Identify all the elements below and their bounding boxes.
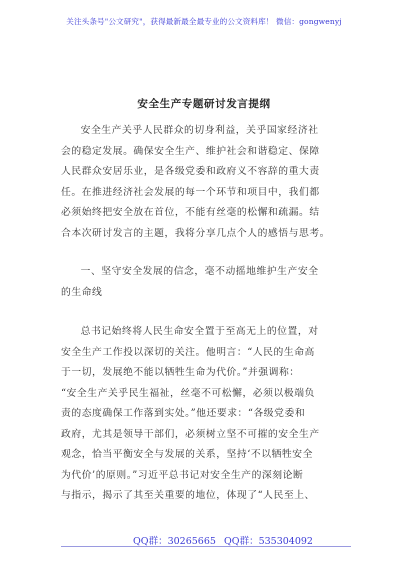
text-line: 责的态度确保工作落到实处。”他还要求：“各级党委和 [61, 408, 306, 419]
text-line: 于一切，发展绝不能以牺牲生命为代价。”并强调称： [61, 367, 300, 378]
document-title: 安全生产专题研讨发言提纲 [137, 98, 271, 110]
text-line: 合本次研讨发言的主题，我将分享几点个人的感悟与思考。 [61, 227, 331, 239]
text-line: 安全生产工作投以深切的关注。他明言：“人民的生命高 [61, 346, 315, 358]
text-line: 人民群众安居乐业，是各级党委和政府义不容辞的重大责 [61, 166, 320, 177]
text-line: 的生命线 [61, 286, 103, 298]
text-line: 政府，尤其是领导干部们，必须树立坚不可摧的安全生产 [61, 428, 320, 440]
footer-qq-group-1: QQ群：30265665 [133, 536, 216, 547]
text-line: 安全生产关乎人民群众的切身利益，关乎国家经济社 [80, 125, 319, 136]
text-line: 一、坚守安全发展的信念，毫不动摇地维护生产安全 [80, 266, 319, 277]
text-line: “安全生产关乎民生福祉，丝毫不可松懈，必须以极端负 [61, 387, 315, 399]
paragraph-intro [61, 121, 351, 244]
footer-qq-group-2: QQ群：535304092 [224, 536, 313, 547]
text-line: 总书记始终将人民生命安全置于至高无上的位置，对 [80, 326, 319, 337]
text-line: 会的稳定发展。确保安全生产、维护社会和谐稳定、保障 [61, 145, 320, 157]
header-banner: 关注头条号"公文研究"，获得最新最全最专业的公文资料库！ 微信：gongwenyj [66, 17, 342, 26]
text-line: 为代价’的原则。”习近平总书记对安全生产的深刻论断 [61, 469, 304, 481]
text-line: 与指示，揭示了其至关重要的地位，体现了“人民至上、 [61, 490, 315, 501]
section-heading [61, 262, 351, 303]
footer-divider [61, 546, 351, 547]
text-line: 任。在推进经济社会发展的每一个环节和项目中，我们都 [61, 186, 320, 198]
text-line: 必须始终把安全放在首位，不能有丝毫的松懈和疏漏。结 [61, 207, 320, 218]
text-line: 观念，恰当平衡安全与发展的关系，坚持‘不以牺牲安全 [61, 449, 313, 460]
paragraph-quotes [61, 322, 351, 507]
